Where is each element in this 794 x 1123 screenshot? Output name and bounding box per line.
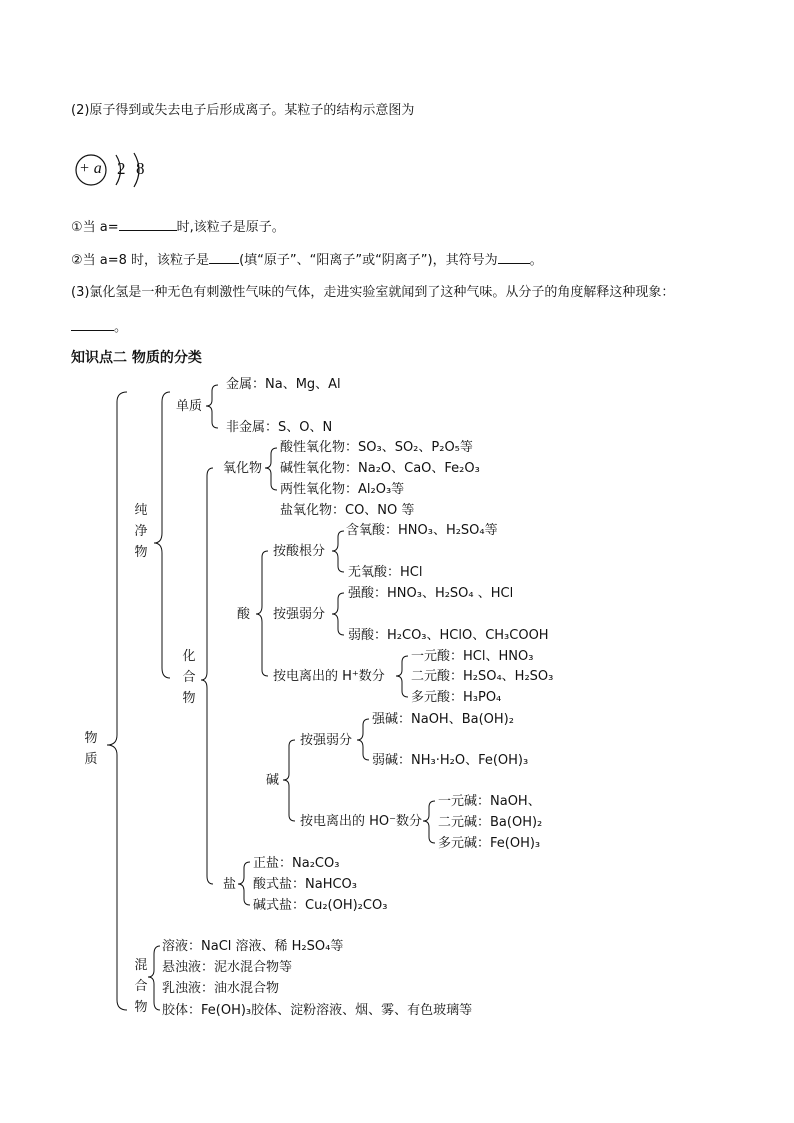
leaf-mix-suspension: 悬浊液：泥水混合物等: [162, 960, 293, 975]
section-title: 知识点二 物质的分类: [71, 350, 202, 366]
brace-acid-h: [396, 656, 408, 697]
node-mixture: 混合物: [134, 958, 148, 1015]
leaf-acid-di: 二元酸：H₂SO₄、H₂SO₃: [411, 669, 554, 684]
brace-oxide: [265, 448, 277, 490]
brace-base-strength: [357, 719, 369, 760]
leaf-acid-strong: 强酸：HNO₃、H₂SO₄ 、HCl: [348, 586, 514, 601]
node-acid-strength: 按强弱分: [273, 607, 326, 622]
brace-pure: [154, 392, 170, 678]
shell-1-count: 2: [117, 159, 126, 178]
leaf-base-weak: 弱碱：NH₃·H₂O、Fe(OH)₃: [372, 753, 529, 768]
brace-base: [283, 740, 295, 821]
leaf-nonmetal: 非金属：S、O、N: [226, 420, 333, 435]
leaf-acid-mono: 一元酸：HCl、HNO₃: [411, 649, 534, 664]
question-3-suffix: 。: [114, 320, 128, 335]
node-acid-h: 按电离出的 H⁺数分: [273, 669, 385, 684]
leaf-base-mono: 一元碱：NaOH、: [438, 794, 541, 809]
leaf-base-di: 二元碱：Ba(OH)₂: [438, 815, 543, 830]
question-b-prefix: ②当 a=8 时，该粒子是: [71, 253, 210, 268]
leaf-oxide-neutral: 盐氧化物：CO、NO 等: [280, 503, 415, 518]
question-a-suffix: 时,该粒子是原子。: [176, 220, 285, 235]
brace-acid-strength: [332, 593, 344, 635]
leaf-salt-normal: 正盐：Na₂CO₃: [253, 856, 340, 871]
question-b-suffix: 。: [529, 253, 543, 268]
leaf-salt-acid: 酸式盐：NaHCO₃: [253, 877, 357, 892]
brace-mixture: [148, 946, 160, 1010]
leaf-salt-basic: 碱式盐：Cu₂(OH)₂CO₃: [253, 898, 388, 913]
node-salt: 盐: [223, 877, 237, 892]
leaf-acid-weak: 弱酸：H₂CO₃、HClO、CH₃COOH: [348, 628, 549, 643]
question-2-text: (2)原子得到或失去电子后形成离子。某粒子的结构示意图为: [71, 103, 415, 118]
leaf-metal: 金属：Na、Mg、Al: [226, 377, 341, 392]
brace-base-oh: [423, 801, 435, 843]
node-pure: 纯净物: [134, 503, 148, 560]
brace-root: [107, 392, 127, 1010]
leaf-acid-nooxy: 无氧酸：HCl: [348, 565, 423, 580]
leaf-base-strong: 强碱：NaOH、Ba(OH)₂: [372, 712, 514, 727]
node-base-oh: 按电离出的 HO⁻数分: [300, 814, 423, 829]
brace-element: [206, 385, 218, 428]
node-compound: 化合物: [182, 649, 196, 706]
node-acid: 酸: [237, 607, 251, 622]
node-element: 单质: [176, 399, 203, 414]
leaf-acid-oxy: 含氧酸：HNO₃、H₂SO₄等: [346, 523, 498, 538]
question-3-text: (3)氯化氢是一种无色有刺激性气味的气体，走进实验室就闻到了这种气味。从分子的角度解释这种现象：: [71, 285, 675, 300]
leaf-acid-poly: 多元酸：H₃PO₄: [411, 690, 502, 705]
nucleus-label: + a: [79, 160, 102, 177]
node-base-strength: 按强弱分: [300, 733, 353, 748]
node-root: 物质: [84, 731, 98, 767]
node-oxide: 氧化物: [223, 461, 263, 476]
question-a-prefix: ①当 a=: [71, 220, 119, 235]
node-acid-root: 按酸根分: [273, 544, 326, 559]
leaf-base-poly: 多元碱：Fe(OH)₃: [438, 836, 541, 851]
leaf-oxide-amph: 两性氧化物：Al₂O₃等: [280, 482, 405, 497]
leaf-oxide-acid: 酸性氧化物：SO₃、SO₂、P₂O₅等: [280, 440, 473, 455]
brace-compound: [201, 468, 213, 884]
brace-acid: [256, 551, 268, 676]
leaf-mix-solution: 溶液：NaCl 溶液、稀 H₂SO₄等: [162, 939, 344, 954]
leaf-mix-colloid: 胶体：Fe(OH)₃胶体、淀粉溶液、烟、雾、有色玻璃等: [162, 1003, 473, 1018]
leaf-mix-emulsion: 乳浊液：油水混合物: [162, 981, 280, 996]
brace-salt: [238, 862, 250, 905]
shell-2-count: 8: [136, 159, 145, 178]
node-base: 碱: [266, 773, 280, 788]
brace-acid-root: [332, 531, 344, 572]
question-b-mid: (填“原子”、“阳离子”或“阴离子”)，其符号为: [239, 253, 498, 268]
leaf-oxide-base: 碱性氧化物：Na₂O、CaO、Fe₂O₃: [280, 461, 480, 476]
